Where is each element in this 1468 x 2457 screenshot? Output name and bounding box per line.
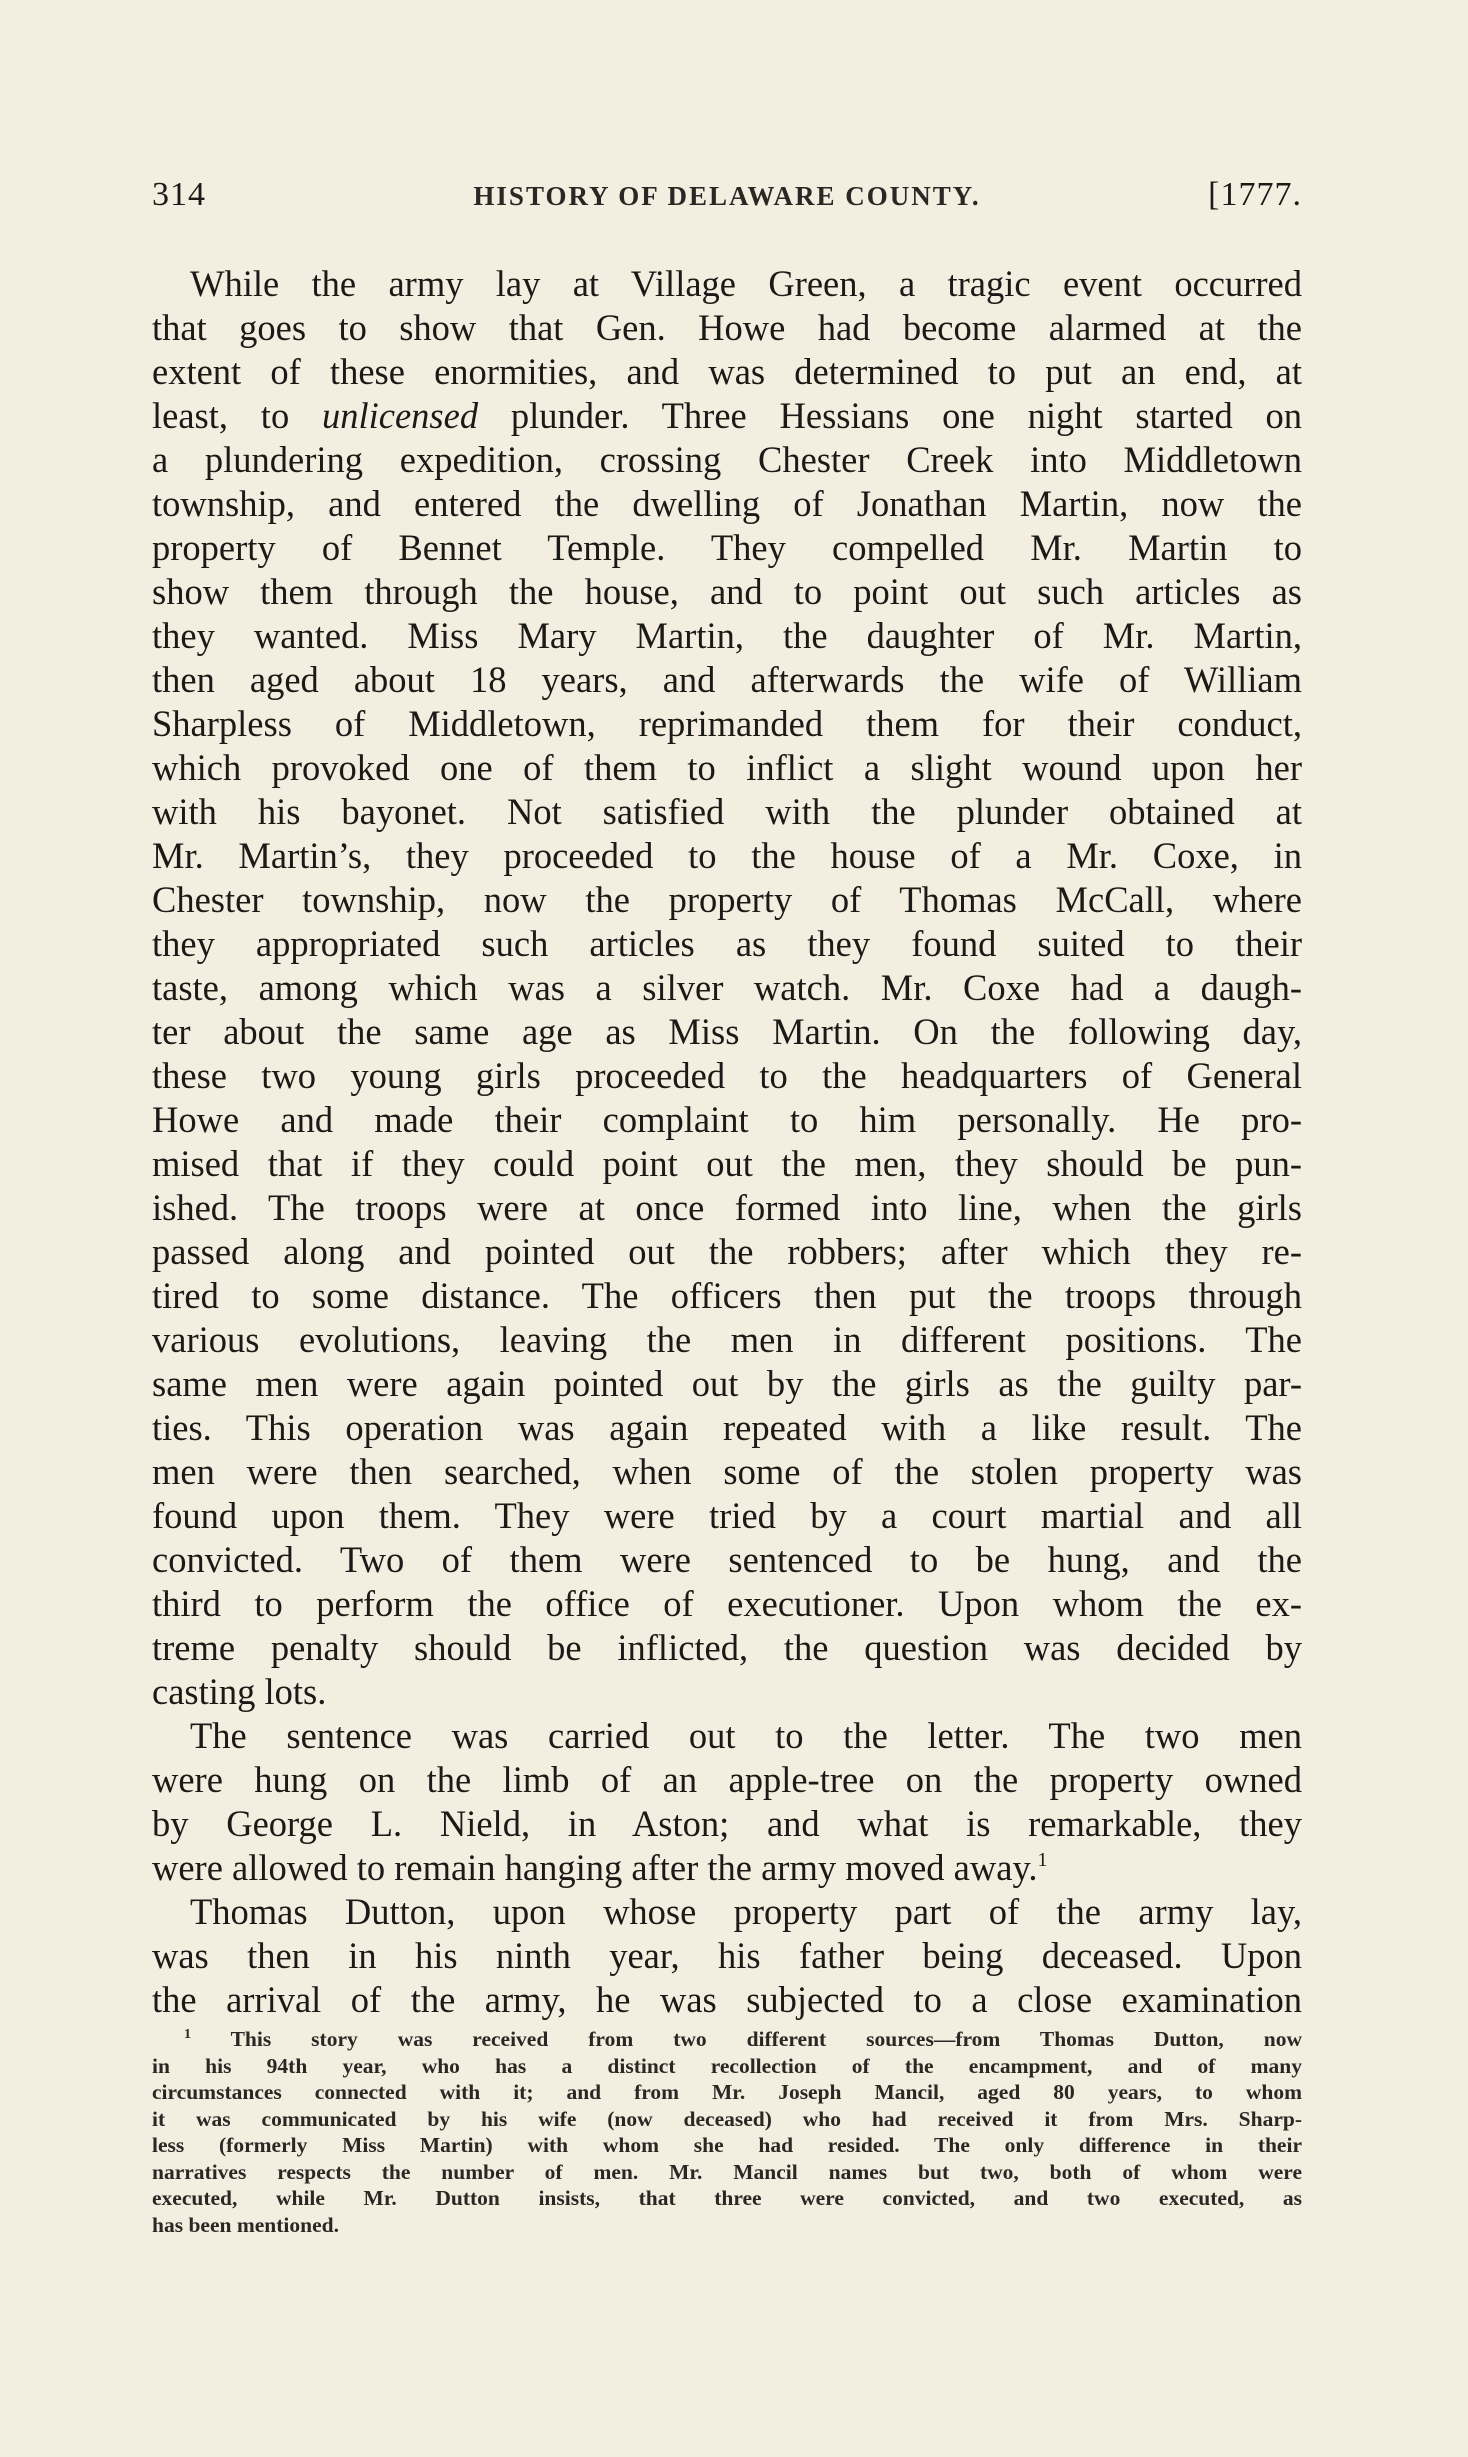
footnote-line [152, 2026, 1302, 2053]
running-header [152, 176, 1302, 224]
page-number: 314 [152, 176, 206, 213]
text-line: found upon them. They were tried by a court martial and all [152, 1495, 1302, 1536]
footnote [152, 2026, 1302, 2238]
text-line: extent of these enormities, and was determined to put an end, at [152, 351, 1302, 392]
text-line: treme penalty should be inflicted, the question was decided by [152, 1627, 1302, 1668]
text-line: with his bayonet. Not satisfied with the plunder obtained at [152, 791, 1302, 832]
text-line: casting lots. [152, 1671, 327, 1712]
text-line: they appropriated such articles as they found suited to their [152, 923, 1302, 964]
text-line: passed along and pointed out the robbers; after which they re- [152, 1231, 1302, 1272]
text-line: Thomas Dutton, upon whose property part of the army lay, [190, 1891, 1302, 1932]
text-line: The sentence was carried out to the letter. The two men [190, 1715, 1302, 1756]
text-line: that goes to show that Gen. Howe had become alarmed at the [152, 307, 1302, 348]
footnote-marker: 1 [184, 2027, 191, 2042]
text-line: were hung on the limb of an apple-tree on the property owned [152, 1759, 1302, 1800]
italic-word: unlicensed [322, 395, 479, 436]
text-line: convicted. Two of them were sentenced to be hung, and the [152, 1539, 1302, 1580]
text-line: same men were again pointed out by the girls as the guilty par- [152, 1363, 1302, 1404]
text-line: While the army lay at Village Green, a tragic event occurred [190, 263, 1302, 304]
text-line [152, 394, 1302, 438]
text-line: the arrival of the army, he was subjected to a close examination [152, 1979, 1302, 2020]
text-line: ties. This operation was again repeated with a like result. The [152, 1407, 1302, 1448]
text-line: which provoked one of them to inflict a slight wound upon her [152, 747, 1302, 788]
text-line: Chester township, now the property of Thomas McCall, where [152, 879, 1302, 920]
footnote-line: narratives respects the number of men. Mr. Mancil names but two, both of whom were [152, 2159, 1302, 2184]
text-line: various evolutions, leaving the men in different positions. The [152, 1319, 1302, 1360]
text-line: Howe and made their complaint to him personally. He pro- [152, 1099, 1302, 1140]
footnote-line: executed, while Mr. Dutton insists, that three were convicted, and two executed, as [152, 2186, 1302, 2210]
body-text [152, 262, 1302, 2022]
footnote-line: in his 94th year, who has a distinct recollection of the encampment, and of many [152, 2053, 1302, 2078]
footnote-reference[interactable]: 1 [1037, 1849, 1048, 1871]
text-line: mised that if they could point out the men, they should be pun- [152, 1143, 1302, 1184]
text-segment: This story was received from two different sources—from Thomas Dutton, now [230, 2027, 1302, 2051]
text-segment: plunder. Three Hessians one night started on [478, 395, 1302, 436]
text-line: taste, among which was a silver watch. Mr. Coxe had a daugh- [152, 967, 1302, 1008]
text-line: men were then searched, when some of the stolen property was [152, 1451, 1302, 1492]
text-line: a plundering expedition, crossing Chester Creek into Middletown [152, 439, 1302, 480]
text-line: tired to some distance. The officers then put the troops through [152, 1275, 1302, 1316]
text-line: show them through the house, and to point out such articles as [152, 571, 1302, 612]
text-line: township, and entered the dwelling of Jonathan Martin, now the [152, 483, 1302, 524]
text-line: ter about the same age as Miss Martin. On the following day, [152, 1011, 1302, 1052]
text-line: then aged about 18 years, and afterwards the wife of William [152, 659, 1302, 700]
text-line: property of Bennet Temple. They compelled Mr. Martin to [152, 527, 1302, 568]
text-line: ished. The troops were at once formed into line, when the girls [152, 1187, 1302, 1228]
text-segment: least, to [152, 395, 322, 436]
header-year: [1777. [1208, 176, 1302, 213]
text-line: third to perform the office of executioner. Upon whom the ex- [152, 1583, 1302, 1624]
footnote-line: less (formerly Miss Martin) with whom she had resided. The only difference in their [152, 2133, 1302, 2157]
footnote-line: circumstances connected with it; and from Mr. Joseph Mancil, aged 80 years, to whom [152, 2080, 1302, 2104]
text-line: Sharpless of Middletown, reprimanded them for their conduct, [152, 703, 1302, 744]
footnote-line: it was communicated by his wife (now deceased) who had received it from Mrs. Sharp- [152, 2106, 1302, 2131]
text-line: they wanted. Miss Mary Martin, the daughter of Mr. Martin, [152, 615, 1302, 656]
text-line: these two young girls proceeded to the headquarters of General [152, 1055, 1302, 1096]
text-segment: were allowed to remain hanging after the army moved away. [152, 1847, 1038, 1888]
text-line: Mr. Martin’s, they proceeded to the house of a Mr. Coxe, in [152, 835, 1302, 876]
footnote-line: has been mentioned. [152, 2212, 339, 2237]
text-line: by George L. Nield, in Aston; and what is remarkable, they [152, 1803, 1302, 1844]
text-line: was then in his ninth year, his father being deceased. Upon [152, 1935, 1302, 1976]
text-line [152, 1846, 1302, 1890]
running-title: HISTORY OF DELAWARE COUNTY. [473, 181, 981, 211]
